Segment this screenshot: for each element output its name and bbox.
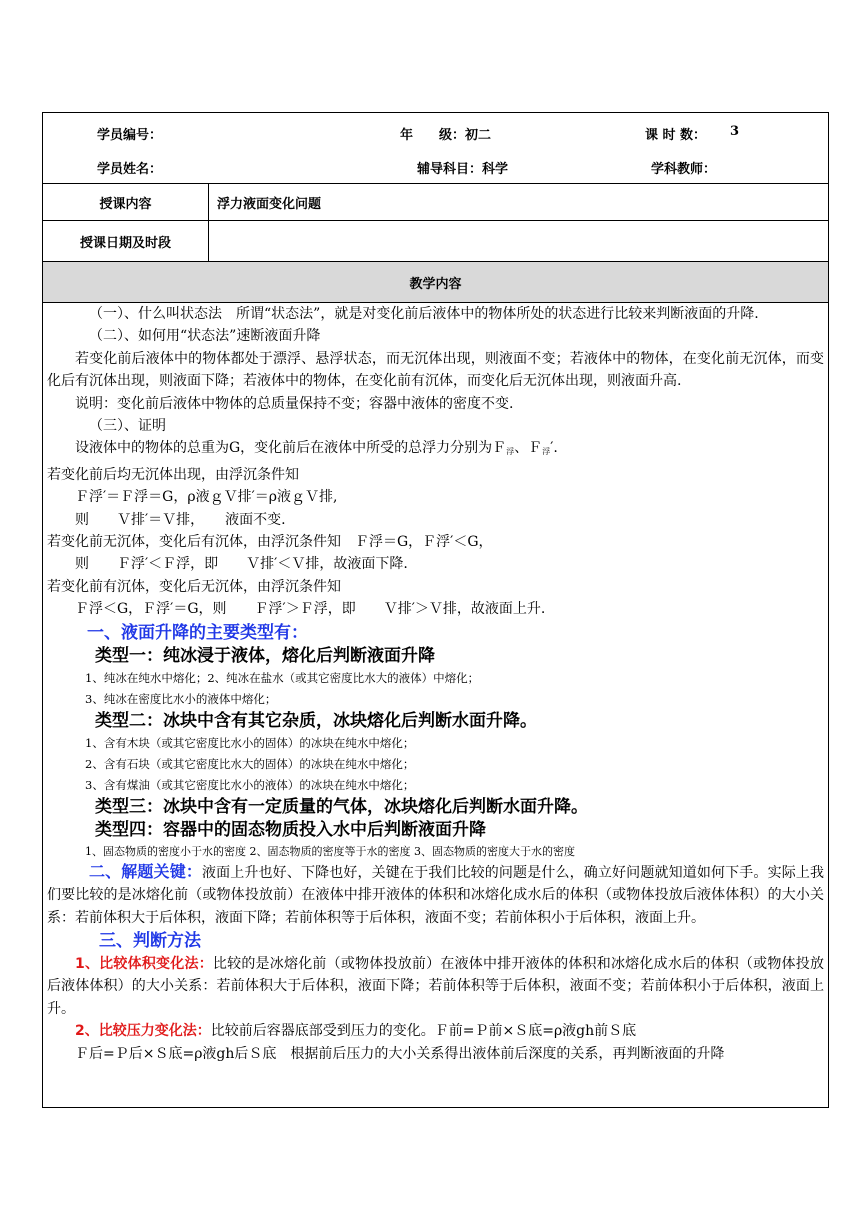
teaching-content-body [43, 303, 829, 1108]
para-proof-title: （三）、证明 [89, 418, 166, 435]
content-value: 浮力液面变化问题 [209, 184, 829, 221]
para-state-method: （一）、什么叫状态法 所谓“状态法”，就是对变化前后液体中的物体所处的状态进行比较来判断液面的升降. [89, 306, 759, 322]
method1-para [47, 953, 824, 1020]
type4-heading: 类型四：容器中的固态物质投入水中后判断液面升降 [95, 819, 486, 840]
type1-heading: 类型一：纯冰浸于液体，熔化后判断液面升降 [95, 645, 435, 666]
section2-para [47, 861, 824, 929]
para-how-to: （二）、如何用“状态法”速断液面升降 [89, 328, 321, 345]
content-label: 授课内容 [43, 184, 209, 221]
lesson-table [42, 112, 829, 1108]
type4-items: 1、固态物质的密度小于水的密度 2、固态物质的密度等于水的密度 3、固态物质的密度大于水的密度 [85, 844, 575, 858]
student-name-label: 学员姓名： [97, 162, 163, 177]
para-case2: 若变化前无沉体，变化后有沉体，由浮沉条件知 Ｆ浮＝G，Ｆ浮′＜G， [47, 534, 493, 551]
type2-heading: 类型二：冰块中含有其它杂质，冰块熔化后判断水面升降。 [95, 710, 537, 731]
method1-text: 比较的是冰熔化前（或物体投放前）在液体中排开液体的体积和冰熔化成水后的体积（或物体投放后液体体积）的大小关系：若前体积大于后体积，液面下降；若前体积等于后体积，液面不变；若前体积小于后体积，液面上升。 [47, 955, 824, 1017]
type3-heading: 类型三：冰块中含有一定质量的气体，冰块熔化后判断水面升降。 [95, 796, 588, 817]
method2-formula: Ｆ后=Ｐ后×Ｓ底=ρ液gh后Ｓ底 根据前后压力的大小关系得出液体前后深度的关系，再判断液面的升降 [75, 1045, 725, 1062]
type2-item-a: 1、含有木块（或其它密度比水小的固体）的冰块在纯水中熔化； [85, 735, 415, 750]
subject-label: 辅导科目：科学 [417, 162, 509, 177]
section2-title: 二、解题关键： [89, 861, 202, 881]
para-proof-setup: 设液体中的物体的总重为G，变化前后在液体中所受的总浮力分别为Ｆ$_浮$、Ｆ$_浮$′. [75, 440, 558, 457]
para-case1: 若变化前后均无沉体出现，由浮沉条件知 [47, 466, 299, 483]
section3-title: 三、判断方法 [99, 930, 201, 951]
section2-text: 液面上升也好、下降也好，关键在于我们比较的问题是什么，确立好问题就知道如何下手。实际上我们要比较的是冰熔化前（或物体投放前）在液体中排开液体的体积和冰熔化成水后的体积（或物体投放后液体体积）的大小关系：若前体积大于后体积，液面下降；若前体积等于后体积，液面不变；若前体积小于后体积，液面上升。 [47, 864, 824, 926]
date-label: 授课日期及时段 [43, 221, 209, 262]
method1-label: 1、比较体积变化法： [75, 955, 213, 972]
result-case2: 则 Ｆ浮′＜Ｆ浮，即 Ｖ排′＜Ｖ排，故液面下降. [75, 556, 408, 573]
student-no-label: 学员编号： [97, 128, 163, 143]
type2-item-c: 3、含有煤油（或其它密度比水小的液体）的冰块在纯水中熔化； [85, 777, 415, 792]
teacher-label: 学科教师： [651, 162, 717, 177]
para-rule: 若变化前后液体中的物体都处于漂浮、悬浮状态，而无沉体出现，则液面不变；若液体中的物体，在变化前无沉体，而变化后有沉体出现，则液面下降；若液体中的物体，在变化前有沉体，而变化后无沉体出现，则液面升高. [47, 350, 824, 390]
date-value [209, 221, 829, 262]
hours-label: 课 时 数： [645, 128, 707, 143]
result-case1: 则 Ｖ排′＝Ｖ排， 液面不变. [75, 511, 286, 528]
para-case3: 若变化前有沉体，变化后无沉体，由浮沉条件知 [47, 578, 341, 595]
section1-title: 一、液面升降的主要类型有： [87, 622, 308, 643]
type2-item-b: 2、含有石块（或其它密度比水大的固体）的冰块在纯水中熔化； [85, 756, 415, 771]
para-note: 说明：变化前后液体中物体的总质量保持不变；容器中液体的密度不变. [75, 395, 514, 412]
method2-para [47, 1020, 824, 1042]
header-cell [43, 113, 829, 184]
hours-value: 3 [730, 124, 740, 139]
teaching-content-title: 教学内容 [43, 262, 829, 303]
lesson-sheet [42, 112, 828, 1108]
method2-text: 比较前后容器底部受到压力的变化。Ｆ前=Ｐ前×Ｓ底=ρ液gh前Ｓ底 [210, 1023, 637, 1040]
grade-label: 年 级：初二 [400, 128, 492, 143]
type1-item-b: 3、纯冰在密度比水小的液体中熔化； [85, 691, 277, 706]
method2-label: 2、比较压力变化法： [75, 1023, 211, 1040]
formula-case1: Ｆ浮′＝Ｆ浮＝G，ρ液ｇＶ排′＝ρ液ｇＶ排, [75, 489, 338, 506]
result-case3: Ｆ浮＜G，Ｆ浮′＝G，则 Ｆ浮′＞Ｆ浮，即 Ｖ排′＞Ｖ排，故液面上升. [75, 601, 546, 618]
type1-item-a: 1、纯冰在纯水中熔化；2、纯冰在盐水（或其它密度比水大的液体）中熔化； [85, 670, 480, 685]
